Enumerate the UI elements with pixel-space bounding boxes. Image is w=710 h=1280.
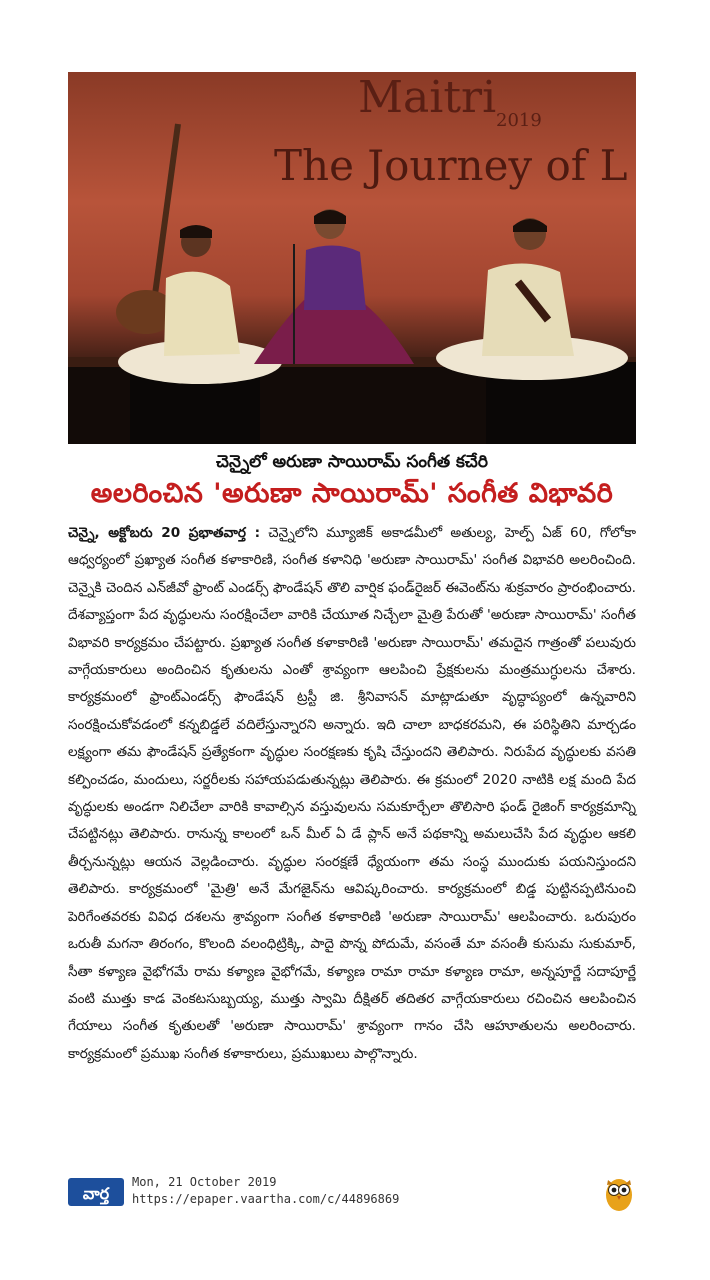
article-text: చెన్నైలోని మ్యూజిక్ అకాడమీలో అతుల్య, హెల్ప్ ఏజ్ 60, గోలోకా ఆధ్వర్యంలో ప్రఖ్యాత సంగీత కళాకారిణి, సంగీత కళానిధి 'అరుణా సాయిరామ్' సంగీత విభావరి అలరించింది. చెన్నైకి చెందిన ఎన్‌జీవో ఫ్రాంట్ ఎండర్స్ ఫౌండేషన్ తొలి వార్షిక ఫండ్‌రైజర్ ఈవెంట్‌ను శుక్రవారం ప్రారంభించారు. దేశవ్యాప్తంగా పేద వృద్ధులను సంరక్షించేలా వారికి చేయూత నిచ్చేలా మైత్రి పేరుతో 'అరుణా సాయిరామ్' సంగీత విభావరి కార్యక్రమం చేపట్టారు. ప్రఖ్యాత సంగీత కళాకారిణి 'అరుణా సాయిరామ్' తమదైన గాత్రంతో పలువురు వాగ్గేయకారులు అందించిన కృతులను ఎంతో శ్రావ్యంగా ఆలపించి ప్రేక్షకులను మంత్రముగ్ధులను చేశారు. కార్యక్రమంలో ఫ్రాంట్‌ఎండర్స్ ఫౌండేషన్ ట్రస్టీ జి. శ్రీనివాసన్ మాట్లాడుతూ వృద్ధాప్యంలో ఉన్నవారిని సంరక్షించుకోవడంలో కన్నబిడ్డలే వదిలేస్తున్నారని అన్నారు. ఇది చాలా బాధకరమని, ఈ పరిస్థితిని మార్చడం లక్ష్యంగా తమ ఫౌండేషన్ ప్రత్యేకంగా వృద్ధుల సంరక్షణకు కృషి చేస్తుందని తెలిపారు. నిరుపేద వృద్ధులకు వసతి కల్పించడం, మందులు, సర్జరీలకు సహాయపడుతున్నట్లు తెలిపారు. ఈ క్రమంలో 2020 నాటికి లక్ష మంది పేద వృద్ధులకు అండగా నిలిచేలా వారికి కావాల్సిన వస్తువులను సమకూర్చేలా తొలిసారి ఫండ్ రైజింగ్ కార్యక్రమాన్ని చేపట్టినట్లు తెలిపారు. రానున్న కాలంలో ఒన్ మీల్ ఏ డే ప్లాన్ అనే పథకాన్ని అమలుచేసి పేద వృద్ధుల ఆకలి తీర్చనున్నట్లు ఆయన వెల్లడించారు. వృద్ధుల సంరక్షణే ధ్యేయంగా తమ సంస్థ ముందుకు పయనిస్తుందని తెలిపారు. కార్యక్రమంలో 'మైత్రి' అనే మేగజైన్‌ను ఆవిష్కరించారు. కార్యక్రమంలో బిడ్డ పుట్టినప్పటినుంచి పెరిగేంతవరకు వివిధ దశలను శ్రావ్యంగా సంగీత కళాకారిణి 'అరుణా సాయిరామ్' ఆలపించారు. ఒరుపురం ఒరుతీ మగనా తిరంగం, కొలంది వలంధిట్రిక్కి, పాదై పొన్న పోదుమే, వసంతే మా వసంతీ కుసుమ సుకుమార్, సీతా కళ్యాణ వైభోగమే రామ కళ్యాణ వైభోగమే, కళ్యాణ రామా రామా కళ్యాణ రామా, అన్నపూర్ణే సదాపూర్ణే వంటి ముత్తు కాడ వెంకటసుబ్బయ్య, ముత్తు స్వామి దీక్షితర్ తదితర వాగ్గేయకారులు రచించిన ఆలపించిన గేయాలు సంగీత కృతులతో 'అరుణా సాయిరామ్' శ్రావ్యంగా గానం చేసి ఆహూతులను అలరించారు. కార్యక్రమంలో ప్రముఖ సంగీత కళాకారులు, ప్రముఖులు పాల్గొన్నారు. bbox=[68, 525, 636, 1062]
footer-date: Mon, 21 October 2019 bbox=[132, 1175, 277, 1189]
photo-caption: చెన్నైలో అరుణా సాయిరామ్ సంగీత కచేరి bbox=[216, 452, 488, 472]
banner-brand: Maitri bbox=[358, 72, 497, 123]
footer-url[interactable]: https://epaper.vaartha.com/c/44896869 bbox=[132, 1192, 400, 1206]
logo-text: వార్త bbox=[82, 1184, 110, 1203]
article-dateline: చెన్నై, అక్టోబరు 20 ప్రభాతవార్త : bbox=[68, 525, 260, 541]
concert-photo bbox=[68, 72, 636, 444]
owl-icon bbox=[604, 1174, 634, 1212]
tanpura-player bbox=[116, 124, 282, 384]
article-body bbox=[68, 520, 636, 1068]
banner-year: 2019 bbox=[496, 110, 542, 131]
vaartha-logo bbox=[68, 1174, 124, 1210]
violinist bbox=[436, 218, 628, 380]
banner-title: The Journey of L bbox=[274, 141, 628, 190]
article-headline: అలరించిన 'అరుణా సాయిరామ్' సంగీత విభావరి bbox=[90, 478, 614, 509]
page-footer bbox=[68, 1170, 636, 1214]
lead-singer bbox=[254, 209, 414, 364]
footer-info bbox=[132, 1174, 399, 1208]
